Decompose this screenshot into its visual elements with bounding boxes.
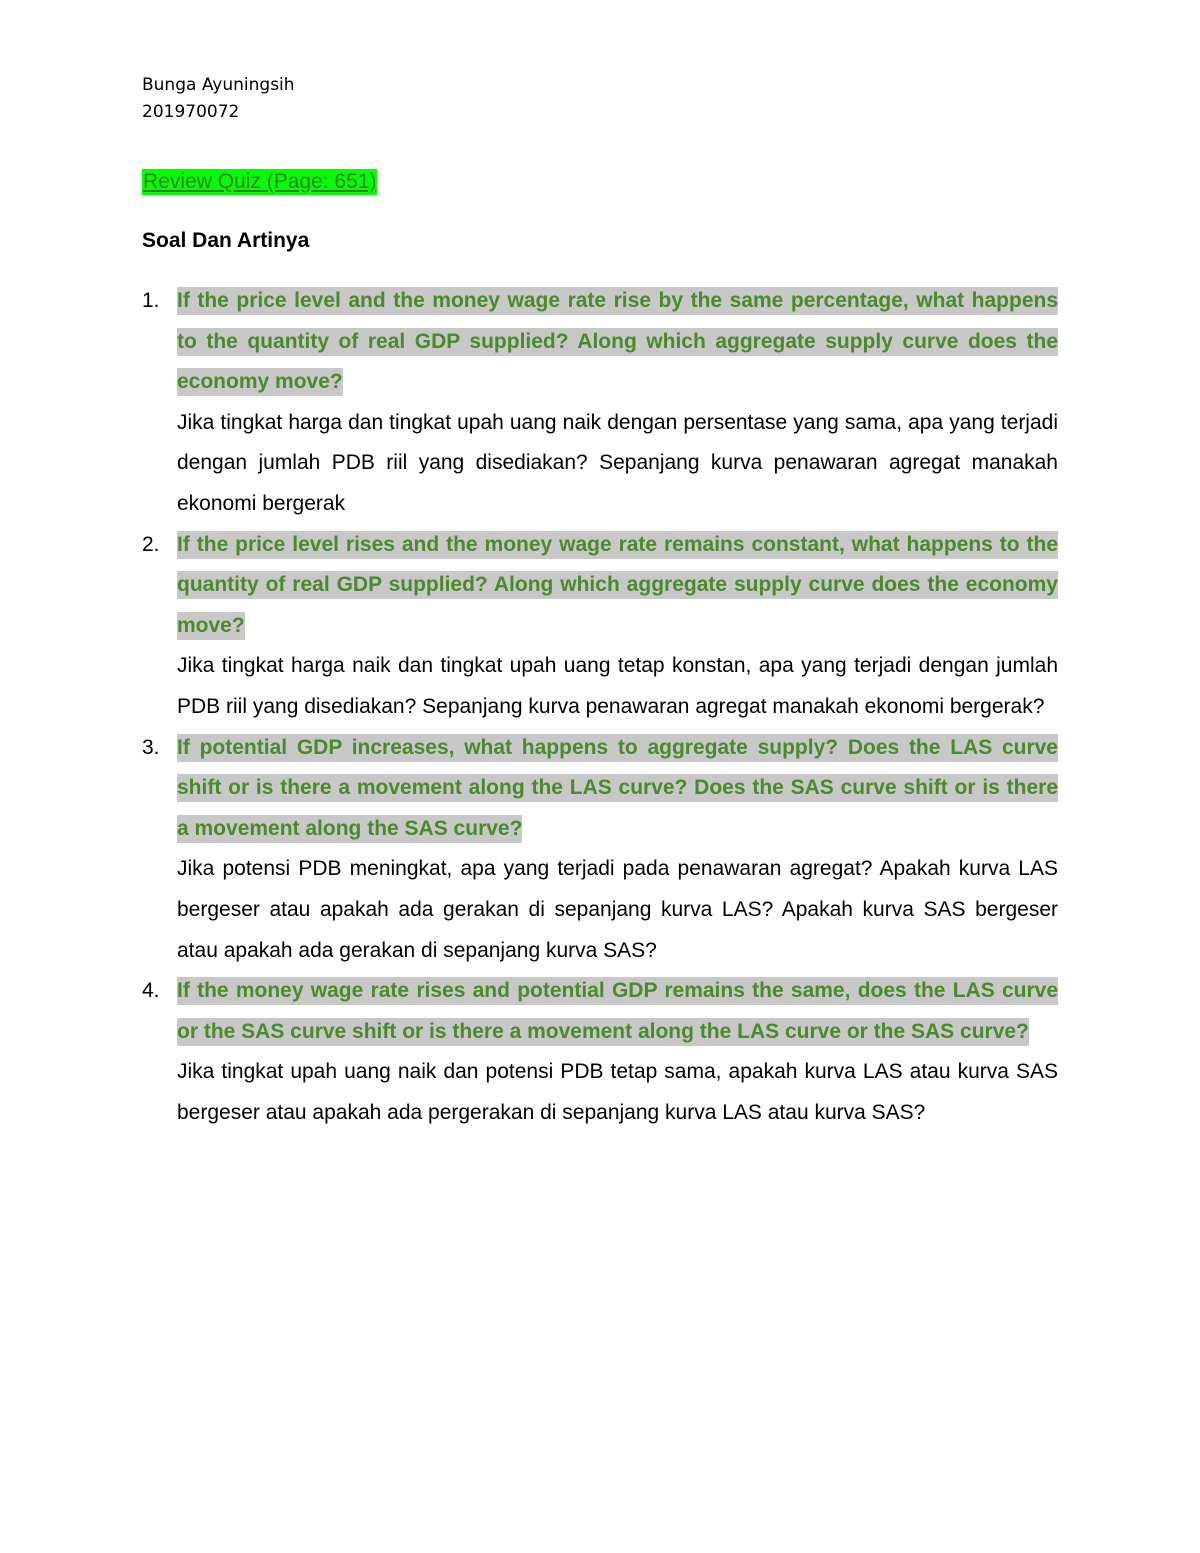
- question-indonesian: Jika tingkat harga naik dan tingkat upah uang tetap konstan, apa yang terjadi dengan jumlah PDB riil yang disediakan? Sepanjang kurva penawaran agregat manakah ekonomi bergerak?: [177, 654, 1058, 718]
- author-name: Bunga Ayuningsih: [142, 75, 295, 95]
- section-heading: Soal Dan Artinya: [142, 229, 310, 252]
- question-indonesian: Jika tingkat upah uang naik dan potensi PDB tetap sama, apakah kurva LAS atau kurva SAS bergeser atau apakah ada pergerakan di sepanjang kurva LAS atau kurva SAS?: [177, 1060, 1058, 1124]
- question-item-3: [142, 728, 1058, 972]
- question-number: 3.: [142, 735, 160, 759]
- author-block: [142, 72, 295, 126]
- question-list: [142, 281, 1058, 1133]
- question-english: [177, 971, 1058, 1052]
- question-indonesian: Jika tingkat harga dan tingkat upah uang naik dengan persentase yang sama, apa yang terjadi dengan jumlah PDB riil yang disediakan? Sepanjang kurva penawaran agregat manakah ekonomi bergerak: [177, 410, 1058, 515]
- review-quiz-title: [142, 167, 377, 197]
- question-number: 1.: [142, 289, 160, 312]
- question-item-2: [142, 525, 1058, 728]
- question-item-4: [142, 971, 1058, 1133]
- question-english: [177, 525, 1058, 647]
- question-english: [177, 728, 1058, 850]
- question-number: 2.: [142, 532, 160, 556]
- question-english-text: If the money wage rate rises and potential GDP remains the same, does the LAS curve or the SAS curve shift or is there a movement along the LAS curve or the SAS curve?: [177, 977, 1058, 1046]
- review-quiz-title-text: Review Quiz (Page: 651): [143, 170, 377, 193]
- question-english-text: If the price level and the money wage rate rise by the same percentage, what happens to the quantity of real GDP supplied? Along which aggregate supply curve does the economy move?: [177, 287, 1058, 396]
- question-number: 4.: [142, 979, 160, 1003]
- student-id: 201970072: [142, 102, 240, 122]
- question-english: [177, 281, 1058, 403]
- question-indonesian: Jika potensi PDB meningkat, apa yang terjadi pada penawaran agregat? Apakah kurva LAS bergeser atau apakah ada gerakan di sepanjang kurva LAS? Apakah kurva SAS bergeser atau apakah ada gerakan di sepanjang kurva SAS?: [177, 857, 1058, 962]
- question-english-text: If potential GDP increases, what happens to aggregate supply? Does the LAS curve shift or is there a movement along the LAS curve? Does the SAS curve shift or is there a movement along the SAS curve?: [177, 734, 1058, 843]
- question-item-1: [142, 281, 1058, 525]
- question-english-text: If the price level rises and the money wage rate remains constant, what happens to the quantity of real GDP supplied? Along which aggregate supply curve does the economy move?: [177, 531, 1058, 640]
